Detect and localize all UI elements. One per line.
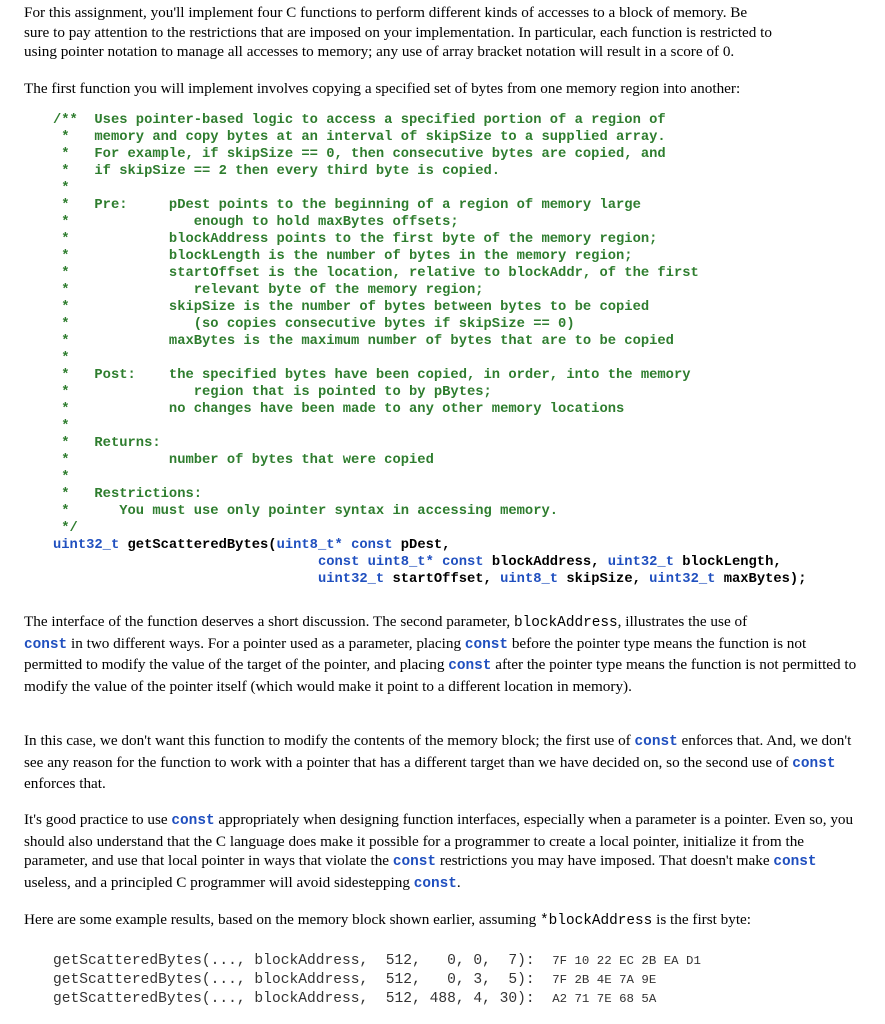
intro-line-3: using pointer notation to manage all accesses to memory; any use of array bracket notation will result in a score of 0. [24,43,735,60]
function-signature: uint32_t getScatteredBytes(uint8_t* const pDest, const uint8_t* const blockAddress, uint32_t blockLength, uint32_t startOffset, uint8_t skipSize, uint32_t maxBytes); [53,538,807,587]
examples-intro-paragraph: Here are some example results, based on the memory block shown earlier, assuming *blockAddress is the first byte: [24,911,752,929]
intro-paragraph [24,3,864,62]
example-row: getScatteredBytes(..., blockAddress, 512, 0, 0, 7): 7F 10 22 EC 2B EA D1 [53,953,701,969]
code-block [53,112,807,588]
first-function-paragraph: The first function you will implement involves copying a specified set of bytes from one memory region into another: [24,80,741,97]
intro-line-1: For this assignment, you'll implement four C functions to perform different kinds of accesses to a block of memory. Be [24,4,748,21]
case-paragraph: In this case, we don't want this function to modify the contents of the memory block; the first use of const enforces that. And, we don't see any reason for the function to work with a pointer that has a different target than we have decided on, so the second use of const enforces that. [24,732,852,792]
example-row: getScatteredBytes(..., blockAddress, 512, 488, 4, 30): A2 71 7E 68 5A [53,991,657,1007]
example-results [53,952,701,1009]
intro-line-2: sure to pay attention to the restrictions that are imposed on your implementation. In particular, each function is restricted to [24,23,772,41]
example-row: getScatteredBytes(..., blockAddress, 512, 0, 3, 5): 7F 2B 4E 7A 9E [53,972,657,988]
interface-paragraph: The interface of the function deserves a short discussion. The second parameter, blockAddress, illustrates the use of const in two different ways. For a pointer used as a parameter, placing const before the pointer type means the function is not permitted to modify the value of the target of the pointer, and placing const after the pointer type means the function is not permitted to modify the value of the pointer itself (which would make it point to a different location in memory). [24,613,857,695]
practice-paragraph: It's good practice to use const appropriately when designing function interfaces, especially when a parameter is a pointer. Even so, you should also understand that the C language does make it possible for a programmer to create a local pointer, initialize it from the parameter, and use that local pointer in ways that violate the const restrictions you may have imposed. That doesn't make const useless, and a principled C programmer will avoid sidestepping const. [24,811,854,892]
doc-comment: /** Uses pointer-based logic to access a specified portion of a region of * memory and copy bytes at an interval of skipSize to a supplied array. * For example, if skipSize == 0, then consecutive bytes are copied, and * if skipSize == 2 then every third byte is copied. * * Pre: pDest points to the beginning of a region of memory large * enough to hold maxBytes offsets; * blockAddress points to the first byte of the memory region; * blockLength is the number of bytes in the memory region; * startOffset is the location, relative to blockAddr, of the first * relevant byte of the memory region; * skipSize is the number of bytes between bytes to be copied * (so copies consecutive bytes if skipSize == 0) * maxBytes is the maximum number of bytes that are to be copied * * Post: the specified bytes have been copied, in order, into the memory * region that is pointed to by pBytes; * no changes have been made to any other memory locations * * Returns: * number of bytes that were copied * * Restrictions: * You must use only pointer syntax in accessing memory. */ [53,113,699,536]
